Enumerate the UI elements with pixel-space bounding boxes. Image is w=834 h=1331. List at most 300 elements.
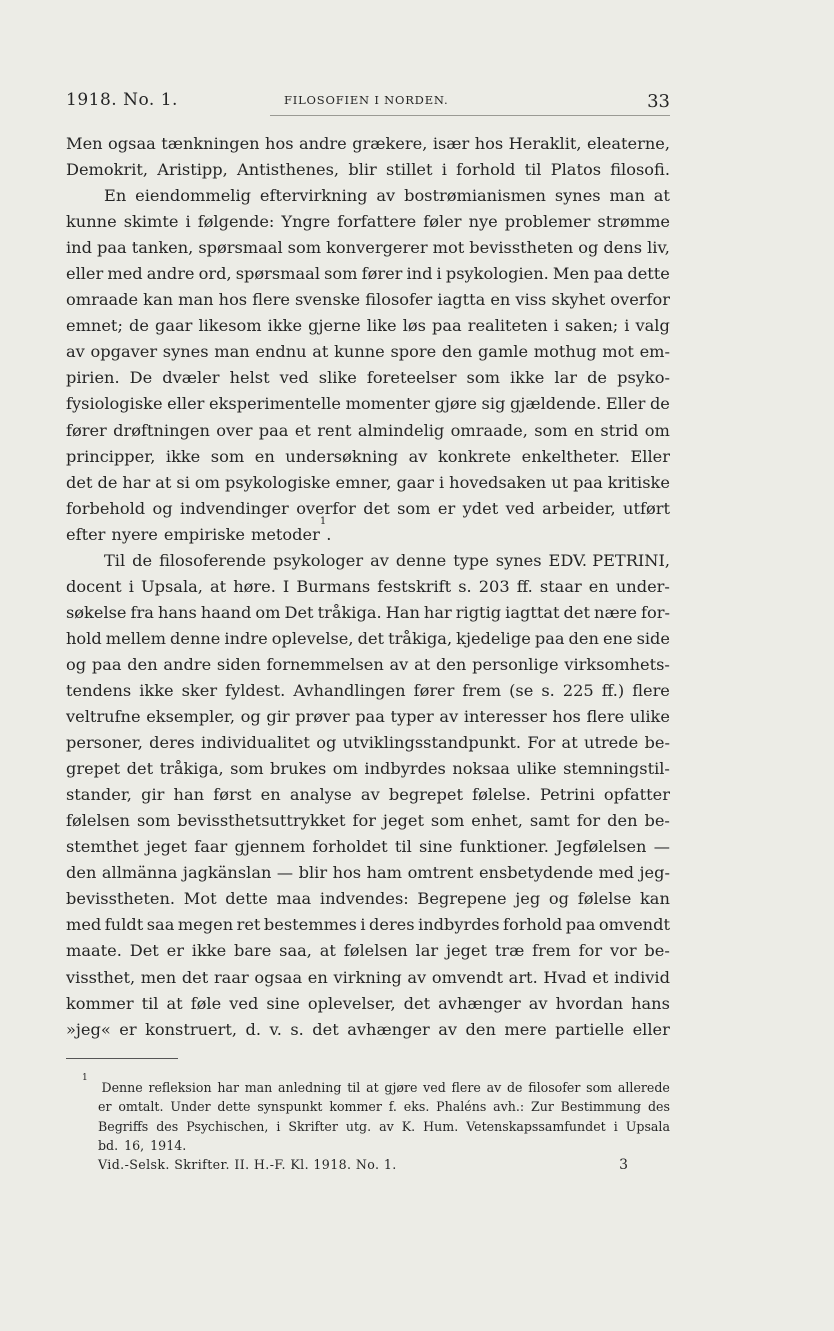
word: indre xyxy=(224,628,268,648)
word: som xyxy=(230,759,264,779)
word: at xyxy=(166,993,183,1013)
word: likesom xyxy=(198,316,262,336)
word: det xyxy=(312,1019,339,1039)
word: »jeg« xyxy=(66,1019,111,1039)
word: En xyxy=(104,186,127,206)
word: synes xyxy=(495,550,542,570)
word: konstruert, xyxy=(145,1019,238,1039)
word: føler xyxy=(423,212,462,232)
text-line xyxy=(66,652,670,678)
word: ff.) xyxy=(601,680,625,700)
word: frem xyxy=(532,941,571,961)
word: i xyxy=(441,160,447,180)
word: forfattere xyxy=(337,212,417,232)
word: høre. xyxy=(233,576,276,596)
word: avhænger xyxy=(347,1019,430,1039)
word: jagkänslan xyxy=(182,863,272,883)
body-text xyxy=(66,131,670,1043)
word: men xyxy=(140,967,177,987)
word: deres xyxy=(149,733,195,753)
word: Phaléns xyxy=(436,1099,487,1115)
word: de xyxy=(587,368,608,388)
word: for xyxy=(352,811,376,831)
word: individ xyxy=(614,967,670,987)
word: Det xyxy=(284,602,314,622)
word: i xyxy=(128,576,134,596)
word: de xyxy=(128,316,149,336)
word: brukes xyxy=(270,759,327,779)
word: paa xyxy=(534,628,565,648)
word: Skrifter xyxy=(288,1118,338,1134)
word: anledning xyxy=(278,1080,342,1095)
word: om xyxy=(194,472,220,492)
word: avh.: xyxy=(493,1099,525,1115)
word: Demokrit, xyxy=(66,160,149,180)
word: funktioner. xyxy=(459,837,549,857)
word: har xyxy=(423,602,452,622)
word: med xyxy=(66,915,102,935)
text-line xyxy=(66,704,670,730)
word: mot xyxy=(432,238,465,258)
word: det xyxy=(357,628,385,648)
text-line xyxy=(66,938,670,964)
word: saken; xyxy=(564,316,619,336)
word: i xyxy=(613,1118,618,1134)
word: Bestimmung xyxy=(560,1099,642,1115)
word: gjældende. xyxy=(509,394,602,414)
word: det xyxy=(363,498,390,518)
text-line xyxy=(66,860,670,886)
word: omvendt xyxy=(598,915,670,935)
header-title: FILOSOFIEN I NORDEN. xyxy=(284,93,449,107)
word: sine xyxy=(266,993,300,1013)
word: gaar xyxy=(396,472,434,492)
word: helst xyxy=(229,368,270,388)
word: interesser xyxy=(463,707,547,727)
word: stillet xyxy=(386,160,433,180)
text-line xyxy=(66,574,670,600)
word: side xyxy=(636,628,670,648)
word: de xyxy=(649,394,670,414)
word: omtrent xyxy=(407,863,474,883)
footnote-line xyxy=(82,1097,670,1116)
word: denne xyxy=(395,550,447,570)
word: be- xyxy=(644,941,670,961)
word: man xyxy=(178,290,214,310)
word: synes xyxy=(554,186,601,206)
word: allmänna xyxy=(101,863,178,883)
word: I xyxy=(282,576,290,596)
text-line xyxy=(66,235,670,261)
word: fra xyxy=(130,602,154,622)
word: dette xyxy=(627,264,670,284)
word: Burmans xyxy=(296,576,371,596)
word: som xyxy=(430,811,465,831)
word: sine xyxy=(418,837,453,857)
word: de xyxy=(97,472,118,492)
word: 203 xyxy=(478,576,510,596)
word: som xyxy=(324,264,358,284)
word: psykologer xyxy=(273,550,364,570)
word: foreteelser xyxy=(366,368,457,388)
word: rent xyxy=(317,420,352,440)
word: be- xyxy=(644,733,670,753)
word: siden xyxy=(216,654,261,674)
text-line xyxy=(66,730,670,756)
word: at xyxy=(319,941,336,961)
word: stemthet xyxy=(66,837,139,857)
word: valg xyxy=(635,316,670,336)
word: kan xyxy=(143,290,174,310)
word: paa xyxy=(91,654,122,674)
word: — xyxy=(653,837,670,857)
word: tråkiga, xyxy=(159,759,224,779)
word: ikke xyxy=(191,941,227,961)
word: skyhet xyxy=(551,290,606,310)
word: 1914. xyxy=(150,1137,187,1153)
word: maate. xyxy=(66,941,122,961)
word: utviklingsstandpunkt. xyxy=(342,733,522,753)
word: utg. xyxy=(345,1118,372,1134)
word: emner, xyxy=(335,472,392,492)
word: kan xyxy=(639,889,670,909)
text-line xyxy=(66,496,670,522)
word: er xyxy=(166,941,184,961)
word: filosofer xyxy=(365,290,433,310)
word: som xyxy=(136,811,171,831)
word: og xyxy=(66,654,87,674)
word: og xyxy=(548,889,570,909)
word: ydet xyxy=(462,498,499,518)
word: av xyxy=(370,550,389,570)
word: empiriske xyxy=(163,524,245,544)
word: jeget xyxy=(145,837,188,857)
word: gamle xyxy=(477,342,529,362)
word: eller xyxy=(66,264,104,284)
word: om xyxy=(255,602,281,622)
text-line xyxy=(66,912,670,938)
text-line: efter nyere empiriske metoder 1 . xyxy=(66,522,670,548)
imprint-text: Vid.-Selsk. Skrifter. II. H.-F. Kl. 1918. No. 1. xyxy=(98,1157,397,1172)
word: ogsaa xyxy=(254,967,303,987)
word: overfor xyxy=(610,290,670,310)
word: at xyxy=(653,186,670,206)
word: forhold xyxy=(456,160,516,180)
word: oplevelse, xyxy=(271,628,354,648)
word: kommer xyxy=(329,1099,382,1115)
word: dens xyxy=(603,238,643,258)
word: i xyxy=(185,212,191,232)
word: stander, xyxy=(66,785,132,805)
word: filosoferende xyxy=(159,550,267,570)
word: hans xyxy=(157,602,197,622)
word: den xyxy=(127,654,158,674)
word: av xyxy=(66,342,85,362)
word: med xyxy=(107,264,143,284)
word: personer, xyxy=(66,733,143,753)
word: hos xyxy=(265,134,294,153)
word: gir xyxy=(266,707,290,727)
word: ind xyxy=(406,264,433,284)
word: for- xyxy=(641,602,670,622)
word: lar xyxy=(554,368,577,388)
word: andre xyxy=(298,134,347,153)
word: tendens xyxy=(66,680,132,700)
word: mere xyxy=(504,1019,547,1039)
word: utført xyxy=(623,498,670,518)
word: en xyxy=(573,420,594,440)
word: de xyxy=(132,550,153,570)
word: partielle xyxy=(555,1019,625,1039)
word: hovedsaken xyxy=(449,472,547,492)
word: omraade, xyxy=(450,420,528,440)
word: kunne xyxy=(334,342,385,362)
text-line xyxy=(66,886,670,912)
word: megen xyxy=(177,915,234,935)
word: hos xyxy=(552,707,581,727)
word: personlige xyxy=(472,654,559,674)
word: ind xyxy=(66,238,92,258)
word: fornemmelsen xyxy=(266,654,384,674)
word: ulike xyxy=(516,759,557,779)
word: art. xyxy=(508,967,538,987)
word: gir xyxy=(141,785,165,805)
word: oplevelser, xyxy=(307,993,396,1013)
header-rule xyxy=(270,115,670,116)
word: det xyxy=(66,472,93,492)
text-line xyxy=(66,1017,670,1043)
word: Begrepene xyxy=(417,889,507,909)
text-line xyxy=(66,626,670,652)
word: av xyxy=(528,993,548,1013)
footnote xyxy=(82,1073,670,1155)
word: at xyxy=(210,576,227,596)
word: jeg- xyxy=(639,863,670,883)
word: realiteten xyxy=(467,316,548,336)
word: bestemmes xyxy=(263,915,357,935)
word: paa xyxy=(97,238,127,258)
word: Jegfølelsen xyxy=(556,837,647,857)
word: nære xyxy=(594,602,637,622)
word: refleksion xyxy=(148,1080,212,1095)
word: man xyxy=(244,1080,273,1095)
word: som xyxy=(210,446,245,466)
word: eleaterne, xyxy=(587,134,670,153)
word: ord, xyxy=(198,264,232,284)
word: synspunkt xyxy=(257,1099,323,1115)
word: følelsen xyxy=(343,941,408,961)
word: omtalt. xyxy=(118,1099,164,1115)
word: paa xyxy=(355,707,385,727)
word: ham xyxy=(366,863,403,883)
text-line xyxy=(66,782,670,808)
word: kunne xyxy=(66,212,117,232)
word: bostrømianismen xyxy=(404,186,546,206)
word: v. xyxy=(269,1019,282,1039)
word: ogsaa xyxy=(108,134,156,153)
word: løs xyxy=(402,316,426,336)
word: s. xyxy=(541,680,555,700)
word: dvæler xyxy=(162,368,220,388)
word: bevissthetsuttrykket xyxy=(177,811,346,831)
word: psykologien. xyxy=(445,264,549,284)
printer-signature: 3 xyxy=(619,1157,628,1173)
word: dette xyxy=(225,889,268,909)
word: des xyxy=(156,1118,179,1134)
word: vor xyxy=(609,941,637,961)
word: for xyxy=(578,941,603,961)
word: undersøkning xyxy=(285,446,399,466)
word: for xyxy=(576,811,601,831)
word: gjøre xyxy=(434,394,477,414)
word: Upsala xyxy=(625,1118,670,1134)
word: Hvad xyxy=(543,967,587,987)
word: De xyxy=(129,368,153,388)
word: Avhandlingen xyxy=(293,680,406,700)
word: av xyxy=(360,785,380,805)
word: hvordan xyxy=(555,993,624,1013)
word: over xyxy=(216,420,253,440)
word: den xyxy=(568,628,599,648)
word: rigtig xyxy=(455,602,502,622)
word: saa, xyxy=(279,941,312,961)
word: strømme xyxy=(597,212,670,232)
word: eller xyxy=(167,394,205,414)
word: docent xyxy=(66,576,122,596)
word: først xyxy=(213,785,252,805)
word: si xyxy=(176,472,190,492)
word: tråkiga, xyxy=(388,628,453,648)
word: Zur xyxy=(530,1099,554,1115)
word: Under xyxy=(170,1099,211,1115)
word: em- xyxy=(639,342,670,362)
word: ikke xyxy=(509,368,545,388)
text-line xyxy=(66,991,670,1017)
word: kommer xyxy=(66,993,134,1013)
word: gjøre xyxy=(384,1080,418,1095)
word: Psychischen, xyxy=(186,1118,269,1134)
word: d. xyxy=(245,1019,262,1039)
word: i xyxy=(436,264,442,284)
word: Platos xyxy=(550,160,601,180)
word: Eller xyxy=(630,446,670,466)
word: som xyxy=(466,368,500,388)
word: det xyxy=(403,993,431,1013)
word: jeget xyxy=(445,941,487,961)
word: emnet; xyxy=(66,316,123,336)
word: i xyxy=(624,316,630,336)
word: det xyxy=(563,602,590,622)
word: frem xyxy=(462,680,502,700)
word: fuldt xyxy=(104,915,144,935)
word: omvendt xyxy=(431,967,503,987)
word: nye xyxy=(468,212,498,232)
word: tråkiga. xyxy=(317,602,382,622)
word: konkrete xyxy=(437,446,512,466)
text-line xyxy=(66,470,670,496)
word: ene xyxy=(602,628,633,648)
word: filosofer xyxy=(528,1080,581,1095)
word: Heraklit, xyxy=(508,134,582,153)
word: og xyxy=(240,707,261,727)
word: arbeider, xyxy=(542,498,616,518)
word: følgende: xyxy=(197,212,275,232)
word: paa xyxy=(593,264,624,284)
word: 225 xyxy=(562,680,594,700)
text-line xyxy=(66,808,670,834)
word: Vetenskapssamfundet xyxy=(466,1118,606,1134)
word: jeget xyxy=(382,811,424,831)
word: fører xyxy=(66,420,107,440)
text-line xyxy=(66,834,670,860)
word: fører xyxy=(413,680,455,700)
word: følelse. xyxy=(472,785,531,805)
word: Aristipp, xyxy=(157,160,228,180)
word: fyldest. xyxy=(225,680,286,700)
word: efter xyxy=(66,524,106,544)
word: drøftningen xyxy=(113,420,210,440)
word: utrede xyxy=(584,733,639,753)
word: andre xyxy=(163,654,212,674)
word: ff. xyxy=(516,576,533,596)
word: en xyxy=(307,967,328,987)
word: deres xyxy=(369,915,415,935)
word: som xyxy=(287,238,322,258)
word: av xyxy=(376,186,396,206)
footnote-separator xyxy=(66,1058,178,1059)
word: — xyxy=(276,863,294,883)
word: psykologiske xyxy=(224,472,331,492)
header-issue: 1918. No. 1. xyxy=(66,90,178,110)
word: ved xyxy=(279,368,309,388)
word: omraade xyxy=(66,290,139,310)
word: paa xyxy=(573,472,603,492)
word: gaar xyxy=(154,316,193,336)
word: eks. xyxy=(403,1099,430,1115)
text-line xyxy=(66,365,670,391)
word: spore xyxy=(390,342,437,362)
word: staar xyxy=(539,576,582,596)
word: ved xyxy=(229,993,259,1013)
word: s. xyxy=(290,1019,304,1039)
word: gjennem xyxy=(234,837,306,857)
word: i xyxy=(276,1118,281,1134)
word: begrepet xyxy=(388,785,463,805)
word: Hum. xyxy=(423,1118,459,1134)
word: endnu xyxy=(255,342,307,362)
word: like xyxy=(366,316,397,336)
word: indbyrdes xyxy=(418,915,500,935)
word: av xyxy=(408,446,428,466)
text-line xyxy=(66,600,670,626)
word: til xyxy=(524,160,542,180)
word: denne xyxy=(170,628,221,648)
word: flere xyxy=(451,1080,481,1095)
word: enkeltheter. xyxy=(521,446,620,466)
word: iagttat xyxy=(505,602,560,622)
word: dette xyxy=(217,1099,251,1115)
word: faar xyxy=(194,837,228,857)
word: ulike xyxy=(629,707,670,727)
word: Yngre xyxy=(281,212,331,232)
word: ved xyxy=(505,498,535,518)
word: synes xyxy=(162,342,209,362)
word: man xyxy=(609,186,645,206)
word: eksempler, xyxy=(146,707,236,727)
word: kjedelige xyxy=(456,628,531,648)
word: grækere, xyxy=(352,134,428,153)
word: typer xyxy=(390,707,434,727)
